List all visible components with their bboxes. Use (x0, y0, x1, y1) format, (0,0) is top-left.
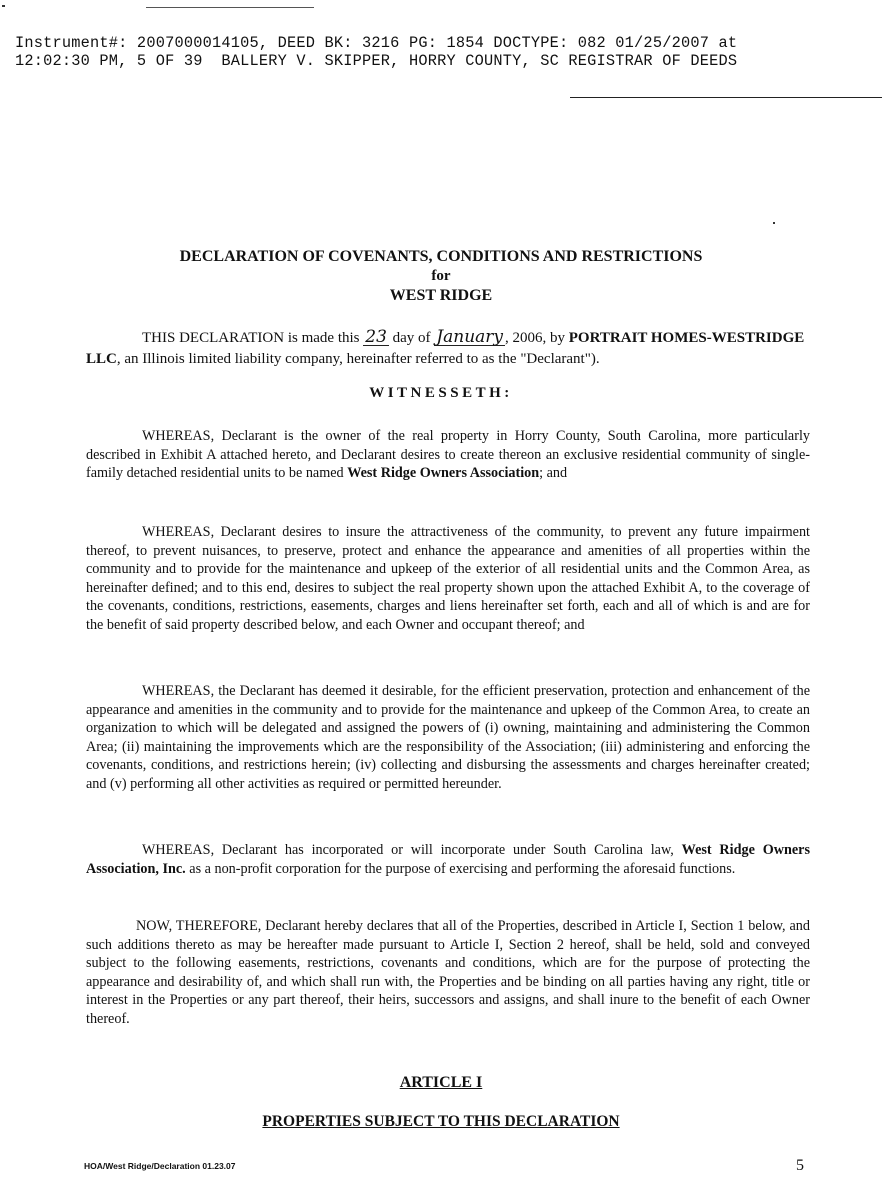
recital-2 (86, 523, 810, 635)
recording-stamp-line-2: 12:02:30 PM, 5 OF 39 BALLERY V. SKIPPER, HORRY COUNTY, SC REGISTRAR OF DEEDS (15, 52, 738, 70)
now-therefore-text: NOW, THEREFORE, Declarant hereby declares that all of the Properties, described in Article I, Section 1 below, and such additions thereto as may be hereafter made pursuant to Article I, Section 2 hereof, shall be held, sold and conveyed subject to the following easements, restrictions, covenants and conditions, which are for the purpose of protecting the appearance and desirability of, and which shall run with, the Properties and be binding on all parties having any right, title or interest in the Properties or any part thereof, their heirs, successors and assigns, and shall inure to the benefit of each Owner thereof. (86, 918, 810, 1027)
handwritten-day: 23 (365, 327, 387, 347)
stamp-divider (570, 97, 882, 98)
witnesseth-heading: WITNESSETH: (369, 385, 513, 401)
page-number: 5 (796, 1157, 804, 1174)
association-name: West Ridge Owners Association (347, 465, 540, 482)
scan-speck (773, 222, 775, 224)
handwritten-month: January (436, 327, 504, 347)
scan-speck (2, 5, 5, 7)
declarant-name: PORTRAIT HOMES-WESTRIDGE LLC (86, 330, 805, 367)
recital-1-end: ; and (539, 465, 568, 482)
intro-text-4: , an Illinois limited liability company, hereinafter referred to as the "Declarant"). (116, 351, 600, 367)
now-therefore-paragraph (86, 917, 810, 1029)
recital-2-text: WHEREAS, Declarant desires to insure the attractiveness of the community, to prevent any future impairment thereof, to prevent nuisances, to preserve, protect and enhance the appearance and amenities of all properties within the community and to provide for the maintenance and upkeep of the exterior of all residential units and the Common Area, as hereinafter defined; and to this end, desires to subject the real property shown upon the attached Exhibit A, to the coverage of the covenants, conditions, restrictions, easements, charges and liens hereinafter set forth, each and all of which is and are for the benefit of said property described below, and each Owner and occupant thereof; and (86, 524, 810, 633)
scan-artifact-line (146, 7, 314, 8)
association-inc-name: West Ridge Owners Association, Inc. (86, 842, 810, 877)
recording-stamp-line-1: Instrument#: 2007000014105, DEED BK: 3216 PG: 1854 DOCTYPE: 082 01/25/2007 at (15, 34, 738, 52)
intro-text-2: day of (388, 330, 435, 346)
document-title: DECLARATION OF COVENANTS, CONDITIONS AND RESTRICTIONS (179, 248, 703, 265)
recital-4 (86, 841, 810, 878)
declaration-intro (86, 328, 812, 370)
document-title-for: for (431, 268, 451, 284)
recital-1 (86, 427, 810, 483)
article-heading: ARTICLE I (399, 1074, 483, 1091)
recital-3-text: WHEREAS, the Declarant has deemed it desirable, for the efficient preservation, protection and enhancement of the appearance and amenities in the community and to provide for the maintenance and upkeep of the Common Area, to create an organization to which will be delegated and assigned the powers of (i) owning, maintaining and administering the Common Area; (ii) maintaining the improvements which are the responsibility of the Association; (iii) administering and enforcing the covenants, conditions, and restrictions herein; (iv) collecting and disbursing the assessments and charges hereinafter created; and (v) performing all other activities as required or permitted hereunder. (86, 683, 810, 792)
footer-file-reference: HOA/West Ridge/Declaration 01.23.07 (84, 1161, 236, 1171)
intro-text-3: , 2006, by (505, 330, 569, 346)
recital-4-end: as a non-profit corporation for the purpose of exercising and performing the aforesaid functions. (185, 860, 736, 877)
intro-text-1: THIS DECLARATION is made this (142, 330, 364, 346)
article-subheading: PROPERTIES SUBJECT TO THIS DECLARATION (262, 1113, 620, 1130)
recital-1-text: WHEREAS, Declarant is the owner of the real property in Horry County, South Carolina, more particularly described in Exhibit A attached hereto, and Declarant desires to create thereon an exclusive residential community of single-family detached residential units to be named (86, 428, 810, 482)
recital-3 (86, 682, 810, 794)
document-title-community: WEST RIDGE (389, 287, 493, 304)
recital-4-text: WHEREAS, Declarant has incorporated or will incorporate under South Carolina law, (142, 842, 682, 858)
